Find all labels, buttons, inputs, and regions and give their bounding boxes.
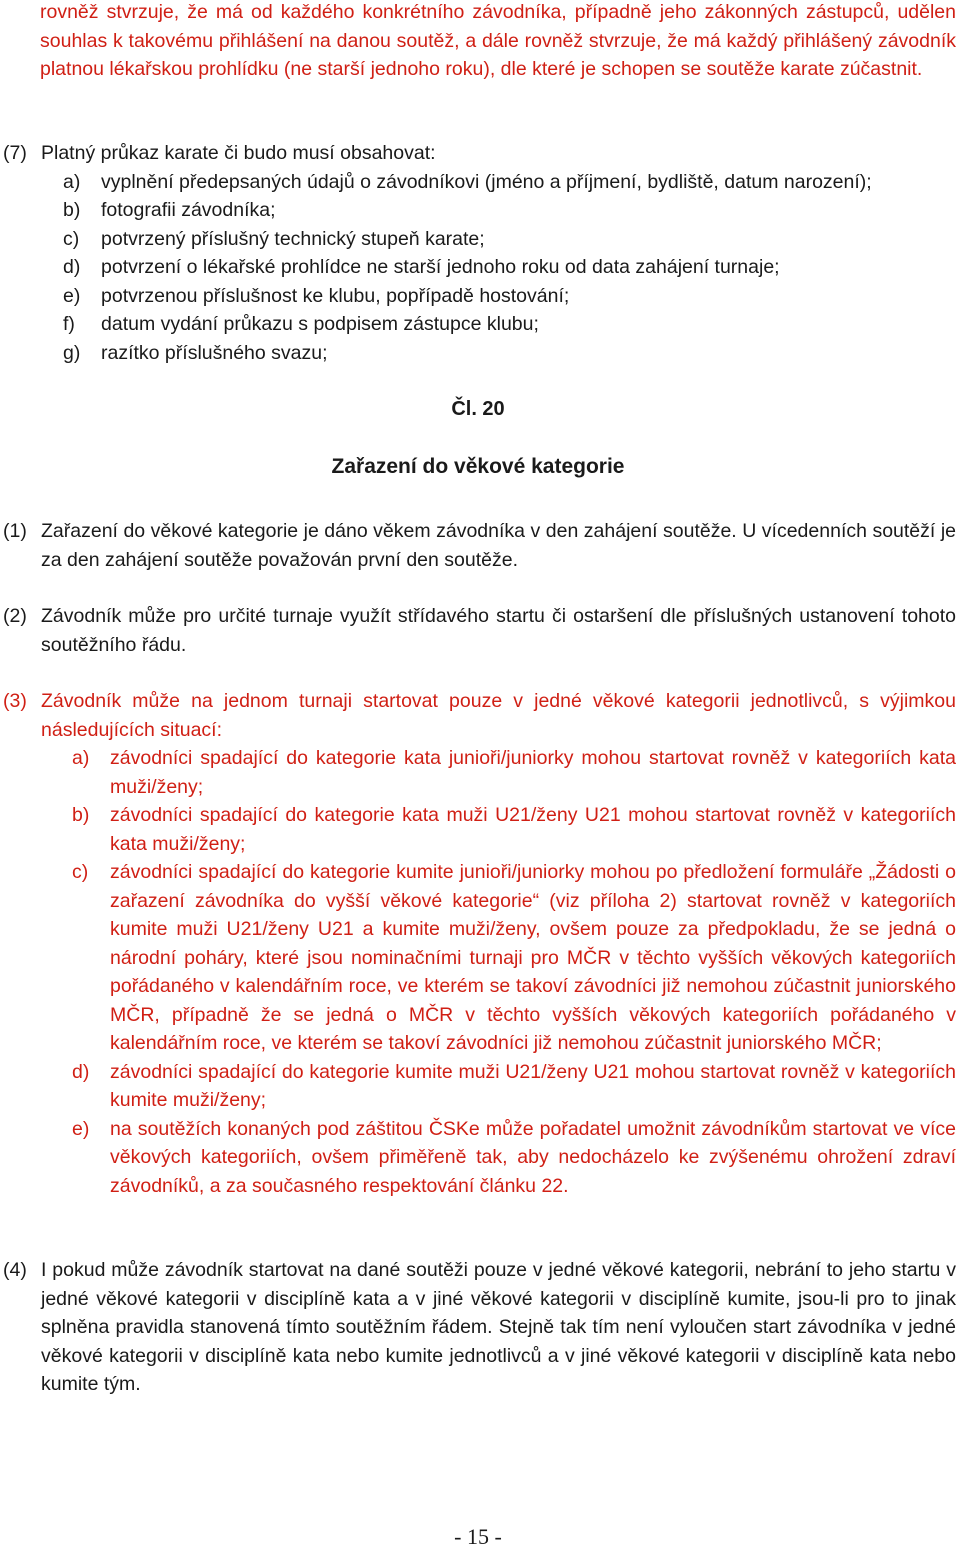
list-item: a) vyplnění předepsaných údajů o závodníkovi (jméno a příjmení, bydliště, datum narození);	[63, 170, 872, 193]
requirements-list	[0, 168, 956, 368]
intro-paragraph: rovněž stvrzuje, že má od každého konkrétního závodníka, případně jeho zákonných zástupců, udělen souhlas k takovému přihlášení na danou soutěž, a dále rovněž stvrzuje, že má každý přihlášený závodník platnou lékařskou prohlídku (ne starší jednoho roku), dle které je schopen se soutěže karate zúčastnit.	[40, 1, 956, 80]
paragraph-text: Závodník může pro určité turnaje využít střídavého startu či ostaršení dle příslušných ustanovení tohoto soutěžního řádu.	[41, 605, 956, 656]
list-item: a) závodníci spadající do kategorie kata junioři/juniorky mohou startovat rovněž v kategoriích kata muži/ženy;	[72, 747, 956, 798]
paragraph-text: I pokud může závodník startovat na dané soutěži pouze v jedné věkové kategorii, nebrání to jeho startu v jedné věkové kategorii v disciplíně kata a v jiné věkové kategorii v disciplíně kumite, jsou-li pro to jinak splněna pravidla stanovená tímto soutěžním řádem. Stejně tak tím není vyloučen start závodníka v jedné věkové kategorii v disciplíně kata nebo kumite jednotlivců a v jiné věkové kategorii v disciplíně kata nebo kumite tým.	[41, 1259, 956, 1395]
paragraph-3	[0, 687, 956, 1200]
exceptions-list	[0, 744, 956, 1200]
paragraph-number: (7)	[3, 142, 27, 164]
list-item: b) závodníci spadající do kategorie kata muži U21/ženy U21 mohou startovat rovněž v kategoriích kata muži/ženy;	[72, 804, 956, 855]
list-item: g) razítko příslušného svazu;	[63, 341, 328, 364]
list-item: b) fotografii závodníka;	[63, 199, 276, 221]
paragraph-text: Zařazení do věkové kategorie je dáno věkem závodníka v den zahájení soutěže. U vícedenních soutěží je za den zahájení soutěže považován první den soutěže.	[41, 520, 956, 571]
paragraph-4	[0, 1256, 956, 1399]
article-number: Čl. 20	[451, 398, 505, 420]
list-item: d) závodníci spadající do kategorie kumite muži U21/ženy U21 mohou startovat rovněž v kategoriích kumite muži/ženy;	[72, 1060, 956, 1111]
list-item: e) potvrzenou příslušnost ke klubu, popřípadě hostování;	[63, 284, 570, 307]
list-item: c) potvrzený příslušný technický stupeň karate;	[63, 227, 485, 250]
page-number: - 15 -	[454, 1524, 502, 1549]
paragraph-text: Platný průkaz karate či budo musí obsahovat:	[41, 142, 436, 164]
paragraph-7	[0, 139, 956, 367]
list-item: e) na soutěžích konaných pod záštitou ČSKe může pořadatel umožnit závodníkům startovat ve více věkových kategoriích, ovšem přiměřeně tak, aby nedocházelo ke zvýšenému ohrožení zdraví závodníků, a za současného respektování článku 22.	[72, 1117, 956, 1197]
list-item: c) závodníci spadající do kategorie kumite junioři/juniorky mohou po předložení formuláře „Žádosti o zařazení závodníka do vyšší věkové kategorie“ (viz příloha 2) startovat rovněž v kategoriích kumite muži U21/ženy U21 a kumite muži/ženy, ovšem pouze za předpokladu, že se jedná o národní poháry, které jsou nominačními turnaji pro MČR v těchto vyšších věkových kategoriích pořádaného v kalendářním roce, ve kterém se takoví závodníci již nemohou zúčastnit juniorského MČR, případně že se jedná o MČR v těchto vyšších věkových kategoriích pořádaného v kalendářním roce, ve kterém se takoví závodníci již nemohou zúčastnit juniorského MČR;	[72, 861, 956, 1054]
list-item: f) datum vydání průkazu s podpisem zástupce klubu;	[63, 313, 539, 335]
article-title: Zařazení do věkové kategorie	[331, 455, 625, 478]
list-item: d) potvrzení o lékařské prohlídce ne starší jednoho roku od data zahájení turnaje;	[63, 256, 780, 278]
paragraph-number: (1)	[3, 520, 27, 542]
paragraph-number: (4)	[3, 1259, 27, 1281]
paragraph-number: (3)	[3, 690, 27, 712]
paragraph-text: Závodník může na jednom turnaji startovat pouze v jedné věkové kategorii jednotlivců, s výjimkou následujících situací:	[41, 690, 956, 741]
paragraph-2	[0, 602, 956, 659]
paragraph-1	[0, 517, 956, 574]
paragraph-number: (2)	[3, 605, 27, 627]
